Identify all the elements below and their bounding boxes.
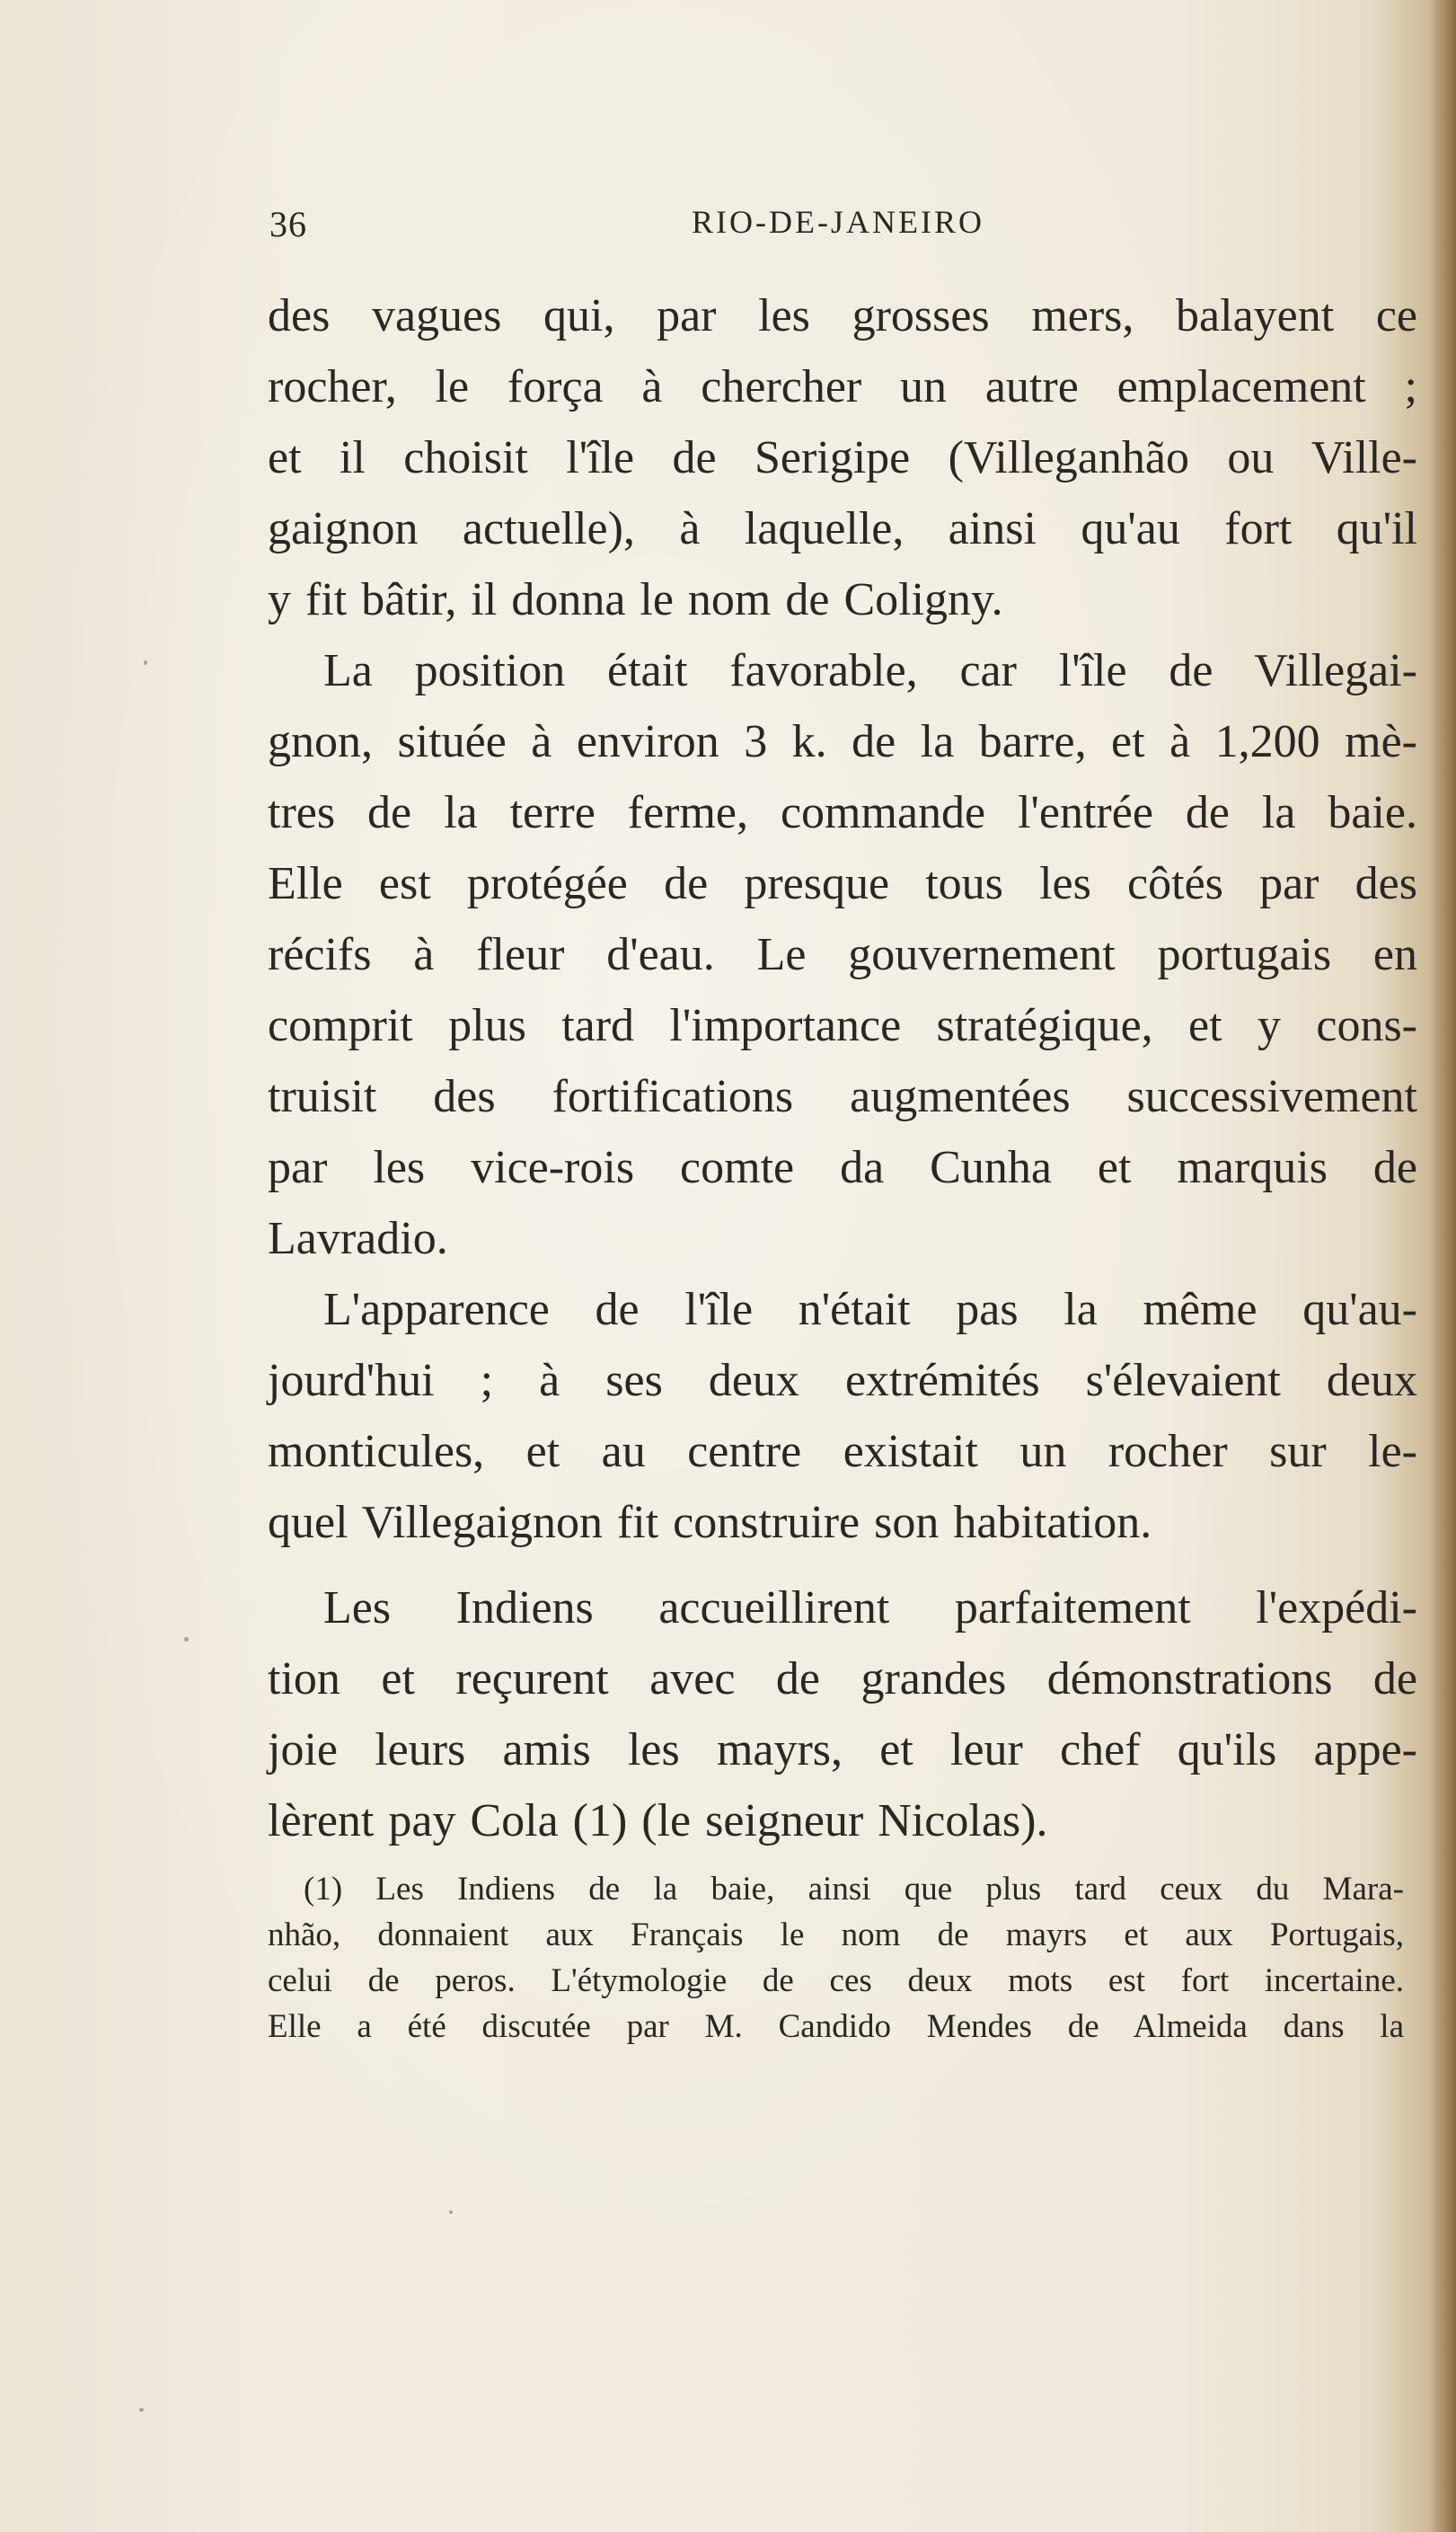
running-head [269,203,1410,253]
text-line: L'apparence de l'île n'était pas la même qu'au- [323,1284,1417,1335]
text-line: Les Indiens accueillirent parfaitement l'expédi- [323,1582,1417,1633]
paper-speck [144,660,147,665]
text-line: lèrent pay Cola (1) (le seigneur Nicolas). [268,1795,1048,1846]
text-line: truisit des fortifications augmentées successivement [268,1071,1417,1122]
text-line: tres de la terre ferme, commande l'entrée de la baie. [268,787,1417,838]
footnote [268,1866,1404,2050]
text-line: gaignon actuelle), à laquelle, ainsi qu'au fort qu'il [268,503,1417,554]
footnote-line: Elle a été discutée par M. Candido Mendes de Almeida dans la [268,2008,1404,2045]
running-title: RIO-DE-JANEIRO [692,204,984,240]
text-line: récifs à fleur d'eau. Le gouvernement portugais en [268,929,1417,980]
text-line: et il choisit l'île de Serigipe (Villeganhão ou Ville- [268,432,1417,483]
paper-speck [184,1637,189,1642]
footnote-line: nhão, donnaient aux Français le nom de mayrs et aux Portugais, [268,1917,1404,1953]
footnote-line: (1) Les Indiens de la baie, ainsi que plus tard ceux du Mara- [304,1871,1404,1908]
page-number: 36 [269,204,307,244]
text-line: Elle est protégée de presque tous les côtés par des [268,858,1417,909]
text-line: quel Villegaignon fit construire son habitation. [268,1497,1152,1548]
page-edge-shadow [1431,0,1456,2532]
text-line: monticules, et au centre existait un rocher sur le- [268,1426,1417,1477]
text-line: comprit plus tard l'importance stratégique, et y cons- [268,1000,1417,1051]
text-line: rocher, le força à chercher un autre emplacement ; [268,361,1417,412]
paper-speck [449,2210,453,2214]
body-text [268,280,1417,1856]
text-line: y fit bâtir, il donna le nom de Coligny. [268,574,1003,625]
text-line: joie leurs amis les mayrs, et leur chef qu'ils appe- [268,1724,1417,1775]
paper-speck [139,2408,144,2412]
text-line: gnon, située à environ 3 k. de la barre, et à 1,200 mè- [268,716,1417,767]
text-line: tion et reçurent avec de grandes démonstrations de [268,1653,1417,1704]
text-line: La position était favorable, car l'île de Villegai- [323,645,1417,696]
footnote-line: celui de peros. L'étymologie de ces deux mots est fort incertaine. [268,1962,1404,1999]
text-line: Lavradio. [268,1213,448,1264]
text-line: des vagues qui, par les grosses mers, balayent ce [268,290,1417,341]
text-line: jourd'hui ; à ses deux extrémités s'élevaient deux [268,1355,1417,1406]
text-line: par les vice-rois comte da Cunha et marquis de [268,1142,1417,1193]
